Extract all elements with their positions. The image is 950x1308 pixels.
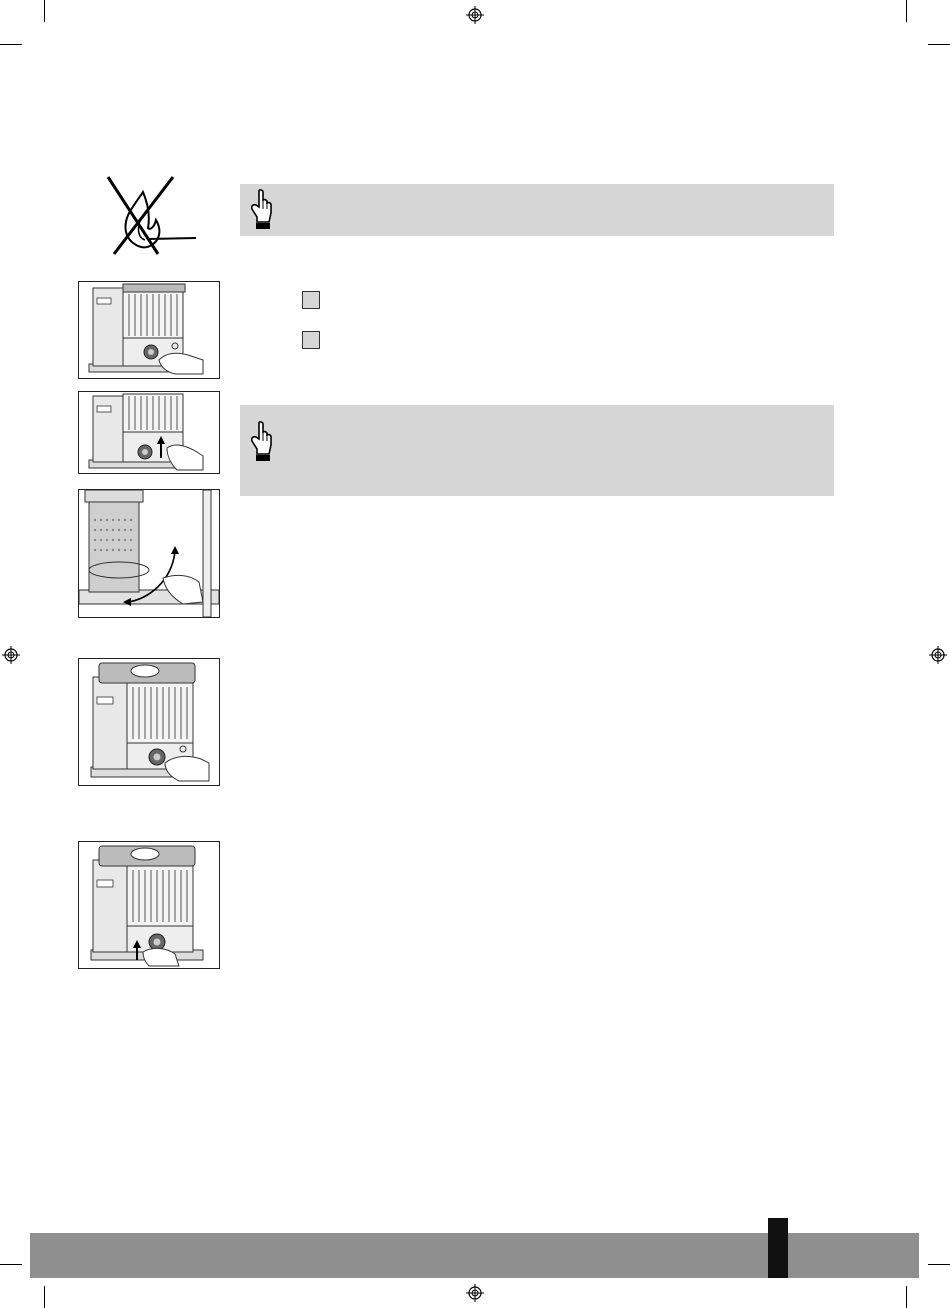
crop-mark (44, 1286, 45, 1308)
heater-illustration (79, 659, 219, 785)
heater-illustration (79, 392, 219, 473)
pointing-hand-icon (248, 189, 276, 231)
no-open-flame-icon (98, 172, 198, 262)
checkbox-icon[interactable] (302, 291, 320, 309)
crop-mark (928, 1264, 950, 1265)
checkbox-icon[interactable] (302, 331, 320, 349)
burner-illustration (79, 490, 219, 617)
figure-heater-turn-knob (78, 658, 220, 786)
crop-mark (906, 0, 907, 22)
figure-heater-push-up (78, 391, 220, 474)
registration-mark-icon (2, 646, 20, 664)
heater-illustration (79, 282, 219, 378)
crop-mark (44, 0, 45, 22)
figure-heater-lift-lever (78, 841, 220, 969)
registration-mark-icon (929, 646, 947, 664)
crop-mark (928, 44, 950, 45)
figure-heater-press-knob (78, 281, 220, 379)
registration-mark-icon (466, 6, 484, 24)
attention-note-box (240, 405, 834, 496)
registration-mark-icon (466, 1284, 484, 1302)
footer-page-tab (768, 1218, 788, 1278)
crop-mark (0, 1264, 22, 1265)
crop-mark (0, 44, 22, 45)
figure-burner-rotate (78, 489, 220, 618)
attention-note-box (240, 184, 834, 236)
crop-mark (906, 1286, 907, 1308)
pointing-hand-icon (248, 421, 276, 463)
heater-illustration (79, 842, 219, 968)
